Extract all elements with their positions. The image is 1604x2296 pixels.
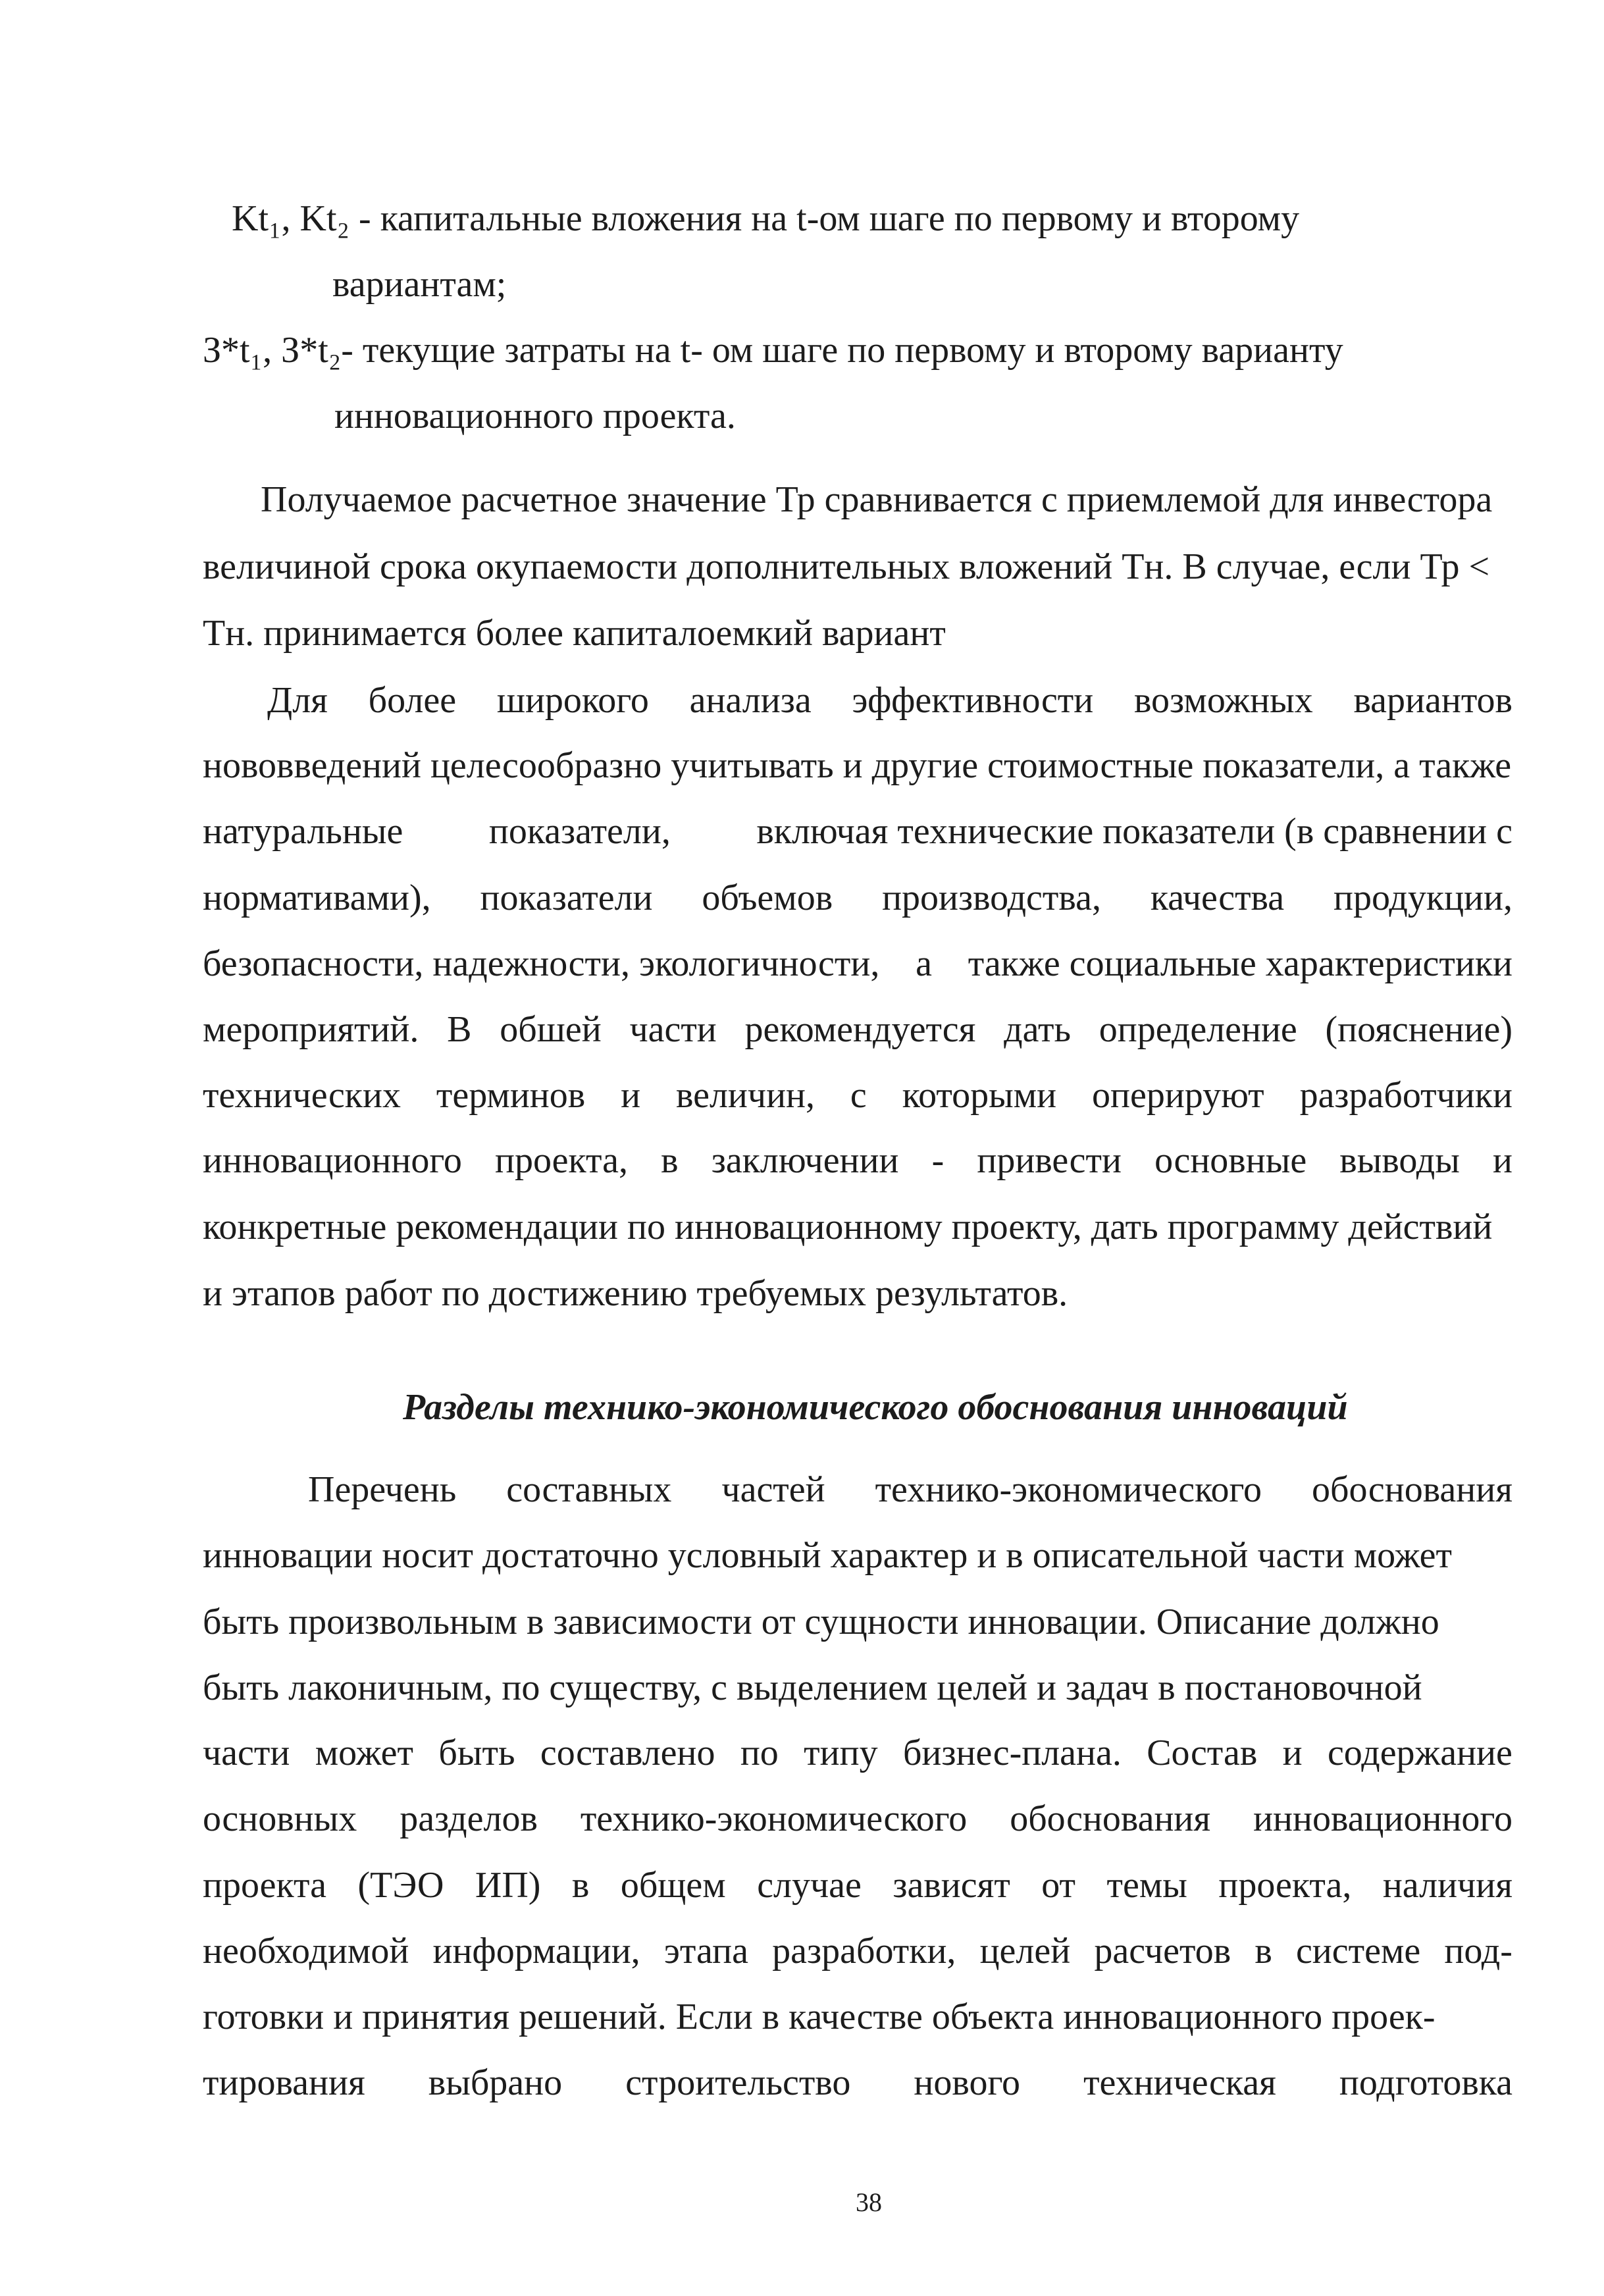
- definition-continuation: инновационного проекта.: [334, 396, 736, 436]
- paragraph-line: необходимой информации, этапа разработки, целей расчетов в системе под-: [203, 1931, 1513, 1971]
- text-line: быть произвольным в зависимости от сущности инновации. Описание должно: [203, 1602, 1439, 1642]
- definition-line: [232, 200, 1299, 237]
- definition-continuation: вариантам;: [332, 264, 507, 305]
- paragraph-line: [203, 1604, 1513, 1640]
- definition-line: [203, 332, 1343, 369]
- paragraph-line: [203, 1669, 1513, 1706]
- paragraph-line: [203, 1537, 1513, 1574]
- paragraph-line: [203, 548, 1513, 585]
- paragraph-line: нормативами), показатели объемов производства, качества продукции,: [203, 877, 1513, 918]
- paragraph-line: части может быть составлено по типу бизнес-плана. Состав и содержание: [203, 1733, 1513, 1773]
- paragraph-line: нововведений целесообразно учитывать и другие стоимостные показатели, а также: [203, 745, 1512, 786]
- paragraph-line: Для более широкого анализа эффективности возможных вариантов: [267, 680, 1513, 721]
- page-number: 38: [856, 2187, 882, 2217]
- paragraph-line: инновационного проекта, в заключении - привести основные выводы и: [203, 1140, 1513, 1181]
- text-line: величиной срока окупаемости дополнительных вложений Тн. В случае, если Тр <: [203, 546, 1490, 587]
- definition-text: - капитальные вложения на t-ом шаге по первому и второму: [349, 198, 1300, 239]
- paragraph-line: тирования выбрано строительство нового техническая подготовка: [203, 2062, 1513, 2103]
- paragraph-line: безопасности, надежности, экологичности, а также социальные характеристики: [203, 943, 1513, 984]
- paragraph-line: технических терминов и величин, с которыми оперируют разработчики: [203, 1075, 1513, 1116]
- definition-symbols: З*t₁, З*t₂: [203, 330, 342, 371]
- text-line: конкретные рекомендации по инновационному проекту, дать программу действий: [203, 1207, 1493, 1247]
- paragraph-line: натуральные показатели, включая технические показатели (в сравнении с: [203, 811, 1513, 852]
- text-line: инновации носит достаточно условный характер и в описательной части может: [203, 1535, 1453, 1576]
- definition-text: - текущие затраты на t- ом шаге по первому и второму варианту: [341, 330, 1343, 371]
- text-line: готовки и принятия решений. Если в качестве объекта инновационного проек-: [203, 1996, 1436, 2037]
- section-heading: Разделы технико-экономического обоснования инноваций: [403, 1387, 1348, 1428]
- paragraph-line: мероприятий. В обшей части рекомендуется дать определение (пояснение): [203, 1009, 1513, 1050]
- paragraph-line: проекта (ТЭО ИП) в общем случае зависят от темы проекта, наличия: [203, 1865, 1513, 1906]
- paragraph-line: и этапов работ по достижению требуемых результатов.: [203, 1273, 1068, 1314]
- text-line: Получаемое расчетное значение Тр сравнивается с приемлемой для инвестора: [261, 479, 1493, 520]
- paragraph-line: Перечень составных частей технико-экономического обоснования: [308, 1469, 1513, 1510]
- paragraph-line: основных разделов технико-экономического обоснования инновационного: [203, 1798, 1513, 1839]
- paragraph-line: [261, 481, 1513, 518]
- text-line: быть лаконичным, по существу, с выделением целей и задач в постановочной: [203, 1667, 1422, 1708]
- paragraph-line: [203, 1998, 1513, 2035]
- paragraph-line: Тн. принимается более капиталоемкий вариант: [203, 613, 946, 654]
- definition-symbols: Kt₁, Kt₂: [232, 198, 350, 239]
- paragraph-line: [203, 1209, 1513, 1245]
